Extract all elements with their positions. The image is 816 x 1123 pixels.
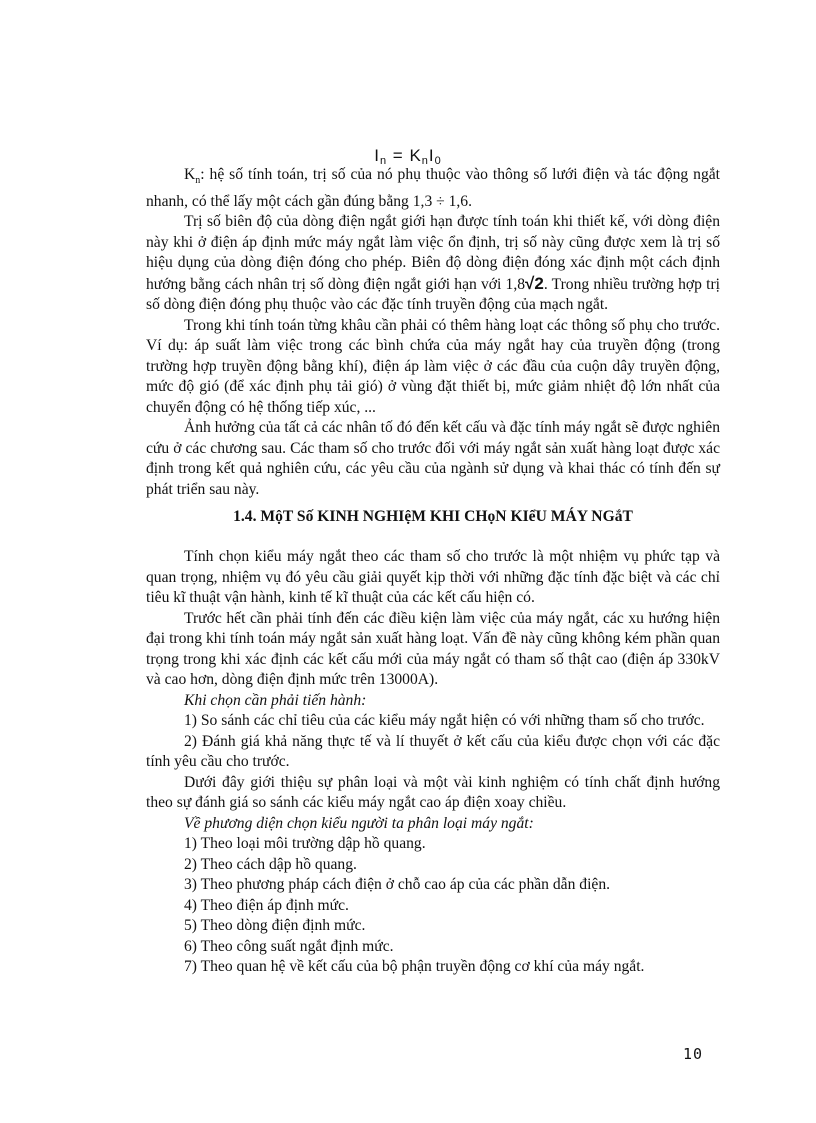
kn-text: : hệ số tính toán, trị số của nó phụ thuộc vào thông số lưới điện và tác động ngắt nhanh, có thể lấy một cách gần đúng bằng 1,3 ÷ 1,6.	[146, 166, 720, 210]
kn-symbol: K	[184, 166, 196, 183]
amplitude-text-b: . Trong nhiều trường hợp trị số dòng điện đóng phụ thuộc vào các đặc tính truyền động của mạch ngắt.	[146, 275, 721, 314]
paragraph-conditions: Trước hết cần phải tính đến các điều kiện làm việc của máy ngắt, các xu hướng hiện đại trong khi tính toán máy ngắt sản xuất hàng loạt. Vấn đề này cũng không kém phần quan trọng trong khi xác định các kết cấu mới của máy ngắt có tham số thật cao (điện áp 330kV và cao hơn, dòng điện định mức trên 13000A).	[146, 609, 720, 688]
formula-symbol: I	[428, 146, 435, 165]
paragraph-classification-intro: Dưới đây giới thiệu sự phân loại và một vài kinh nghiệm có tính chất định hướng theo sự đánh giá so sánh các kiểu máy ngắt cao áp điện xoay chiều.	[146, 773, 720, 811]
paragraph-step-1: 1) So sánh các chỉ tiêu của các kiểu máy ngắt hiện có với những tham số cho trước.	[184, 712, 705, 729]
section-heading: 1.4. MộT Số KINH NGHIệM KHI CHọN KIểU MÁY NGắT	[233, 508, 633, 525]
list-item: 5) Theo dòng điện định mức.	[184, 917, 366, 934]
list-item: 3) Theo phương pháp cách điện ở chỗ cao áp của các phần dẫn điện.	[184, 876, 611, 893]
list-item: 7) Theo quan hệ về kết cấu của bộ phận truyền động cơ khí của máy ngắt.	[184, 958, 645, 975]
paragraph-step-2: 2) Đánh giá khả năng thực tế và lí thuyết ở kết cấu của kiểu được chọn với các đặc tính yêu cầu cho trước.	[146, 732, 720, 770]
formula-subscript: n	[379, 155, 388, 167]
page-number: 10	[683, 1045, 704, 1063]
amplitude-text-a: Trị số biên độ của dòng điện ngắt giới hạn được tính toán khi thiết kế, với dòng điện này khi ở điện áp định mức máy ngắt làm việc ổn định, trị số này cũng được xem là trị số hiệu dụng của dòng điện đóng cho phép. Biên độ dòng điện đóng xác định một cách định hướng bằng cách nhân trị số dòng điện ngắt giới hạn với 1,8	[146, 213, 720, 293]
formula-equals: =	[387, 146, 410, 165]
list-item: 1) Theo loại môi trường dập hồ quang.	[184, 835, 426, 852]
formula-subscript: 0	[434, 155, 442, 167]
paragraph-influence: Ảnh hưởng của tất cả các nhân tố đó đến kết cấu và đặc tính máy ngắt sẽ được nghiên cứu ở các chương sau. Các tham số cho trước đối với máy ngắt sản xuất hàng loạt được xác định trong kết quả nghiên cứu, các yêu cầu của ngành sử dụng và khai thác có tính đến sự phát triển sau này.	[146, 419, 720, 498]
section-body-2	[146, 547, 720, 978]
formula-symbol: I	[374, 146, 380, 165]
section-body-1	[146, 165, 720, 500]
paragraph-selection-intro: Tính chọn kiểu máy ngắt theo các tham số cho trước là một nhiệm vụ phức tạp và quan trọng, nhiệm vụ đó yêu cầu giải quyết kịp thời với những đặc tính đặc biệt và các chỉ tiêu kĩ thuật vận hành, kinh tế kĩ thuật của các kết cấu hiện có.	[146, 548, 720, 606]
list-item: 4) Theo điện áp định mức.	[184, 896, 349, 914]
paragraph-extra-parameters: Trong khi tính toán từng khâu cần phải có thêm hàng loạt các thông số phụ cho trước. Ví dụ: áp suất làm việc trong các bình chứa của máy ngắt hay của truyền động (trong trường hợp truyền động bằng khí), điện áp làm việc ở các đầu của cuộn dây truyền động, mức độ gió (để xác định phụ tải gió) ở vùng đặt thiết bị, mức giảm nhiệt độ lớn nhất của chuyển động có hệ thống tiếp xúc, ...	[146, 316, 720, 416]
list-item: 2) Theo cách dập hồ quang.	[184, 855, 357, 873]
paragraph-amplitude	[146, 212, 720, 316]
formula-subscript: n	[421, 155, 429, 167]
kn-subscript: n	[195, 175, 201, 187]
paragraph-procedure-heading: Khi chọn cần phải tiến hành:	[184, 691, 367, 709]
sqrt-two-symbol: √2	[525, 273, 544, 293]
formula-symbol: K	[409, 146, 422, 165]
paragraph-kn-definition	[146, 165, 720, 212]
list-item: 6) Theo công suất ngắt định mức.	[184, 937, 394, 955]
paragraph-classification-heading: Về phương diện chọn kiểu người ta phân loại máy ngắt:	[184, 814, 534, 832]
classification-list	[146, 834, 720, 978]
